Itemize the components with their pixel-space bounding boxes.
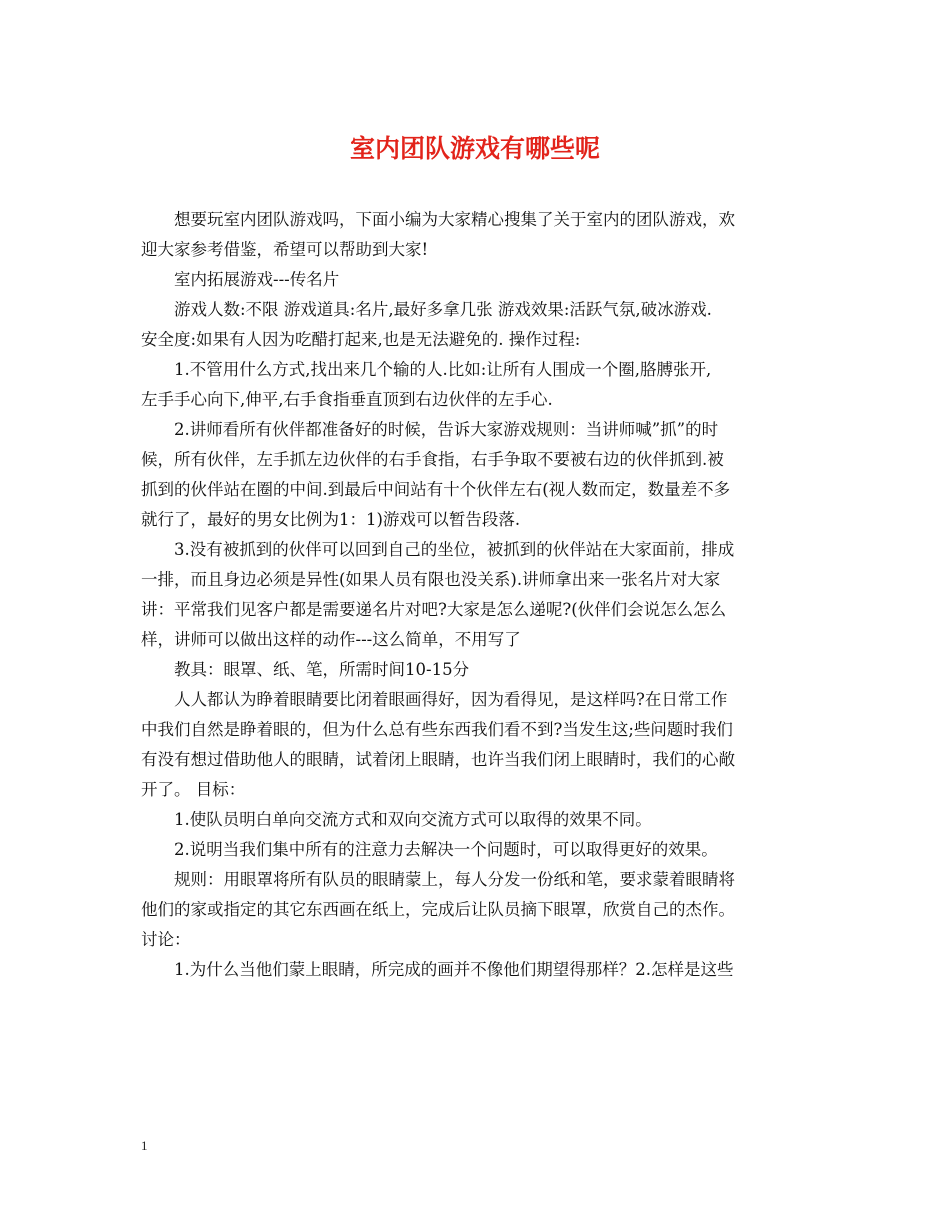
text-line: 讲：平常我们见客户都是需要递名片对吧?大家是怎么递呢?(伙伴们会说怎么怎么: [141, 600, 727, 619]
text-line: 开了。 目标：: [141, 780, 246, 799]
document-title: 室内团队游戏有哪些呢: [349, 134, 600, 163]
page-number: 1: [141, 1138, 148, 1153]
paragraph-step-3: [141, 535, 813, 655]
paragraph-game-title: [141, 265, 813, 295]
text-line: 就行了，最好的男女比例为1：1)游戏可以暂告段落.: [141, 510, 521, 529]
paragraph-props: [141, 655, 813, 685]
text-line: 1.使队员明白单向交流方式和双向交流方式可以取得的效果不同。: [174, 810, 652, 829]
text-line: 2.讲师看所有伙伴都准备好的时候，告诉大家游戏规则：当讲师喊”抓”的时: [174, 420, 719, 439]
text-line: 教具：眼罩、纸、笔，所需时间10-15分: [174, 660, 470, 679]
paragraph-intro: [141, 205, 813, 265]
paragraph-blindfold-intro: [141, 685, 813, 805]
paragraph-discussion-1: [141, 955, 813, 985]
text-line: 讨论：: [141, 930, 191, 949]
text-line: 一排，而且身边必须是异性(如果人员有限也没关系).讲师拿出来一张名片对大家: [141, 570, 721, 589]
paragraph-rules: [141, 865, 813, 955]
document-body: [141, 205, 813, 985]
text-line: 中我们自然是睁着眼的，但为什么总有些东西我们看不到?当发生这;些问题时我们: [141, 720, 733, 739]
text-line: 2.说明当我们集中所有的注意力去解决一个问题时，可以取得更好的效果。: [174, 840, 718, 859]
text-line: 他们的家或指定的其它东西画在纸上，完成后让队员摘下眼罩，欣赏自己的杰作。: [141, 900, 735, 919]
text-line: 迎大家参考借鉴，希望可以帮助到大家!: [141, 240, 429, 259]
paragraph-goal-1: [141, 805, 813, 835]
text-line: 室内拓展游戏---传名片: [174, 270, 340, 289]
text-line: 人人都认为睁着眼睛要比闭着眼画得好，因为看得见，是这样吗?在日常工作: [174, 690, 728, 709]
text-line: 候，所有伙伴，左手抓左边伙伴的右手食指，右手争取不要被右边的伙伴抓到.被: [141, 450, 724, 469]
text-line: 1.为什么当他们蒙上眼睛，所完成的画并不像他们期望得那样？2.怎样是这些: [174, 960, 734, 979]
text-line: 规则：用眼罩将所有队员的眼睛蒙上，每人分发一份纸和笔，要求蒙着眼睛将: [174, 870, 735, 889]
text-line: 游戏人数:不限 游戏道具:名片,最好多拿几张 游戏效果:活跃气氛,破冰游戏.: [174, 300, 712, 319]
text-line: 样，讲师可以做出这样的动作---这么简单，不用写了: [141, 630, 521, 649]
text-line: 想要玩室内团队游戏吗，下面小编为大家精心搜集了关于室内的团队游戏，欢: [174, 210, 735, 229]
text-line: 3.没有被抓到的伙伴可以回到自己的坐位，被抓到的伙伴站在大家面前，排成: [174, 540, 735, 559]
paragraph-step-1: [141, 355, 813, 415]
paragraph-step-2: [141, 415, 813, 535]
text-line: 安全度:如果有人因为吃醋打起来,也是无法避免的. 操作过程:: [141, 330, 581, 349]
text-line: 有没有想过借助他人的眼睛，试着闭上眼睛，也许当我们闭上眼睛时，我们的心敞: [141, 750, 735, 769]
text-line: 1.不管用什么方式,找出来几个输的人.比如:让所有人围成一个圈,胳膊张开,: [174, 360, 712, 379]
text-line: 左手手心向下,伸平,右手食指垂直顶到右边伙伴的左手心.: [141, 390, 553, 409]
text-line: 抓到的伙伴站在圈的中间.到最后中间站有十个伙伴左右(视人数而定，数量差不多: [141, 480, 731, 499]
paragraph-goal-2: [141, 835, 813, 865]
paragraph-game-info: [141, 295, 813, 355]
